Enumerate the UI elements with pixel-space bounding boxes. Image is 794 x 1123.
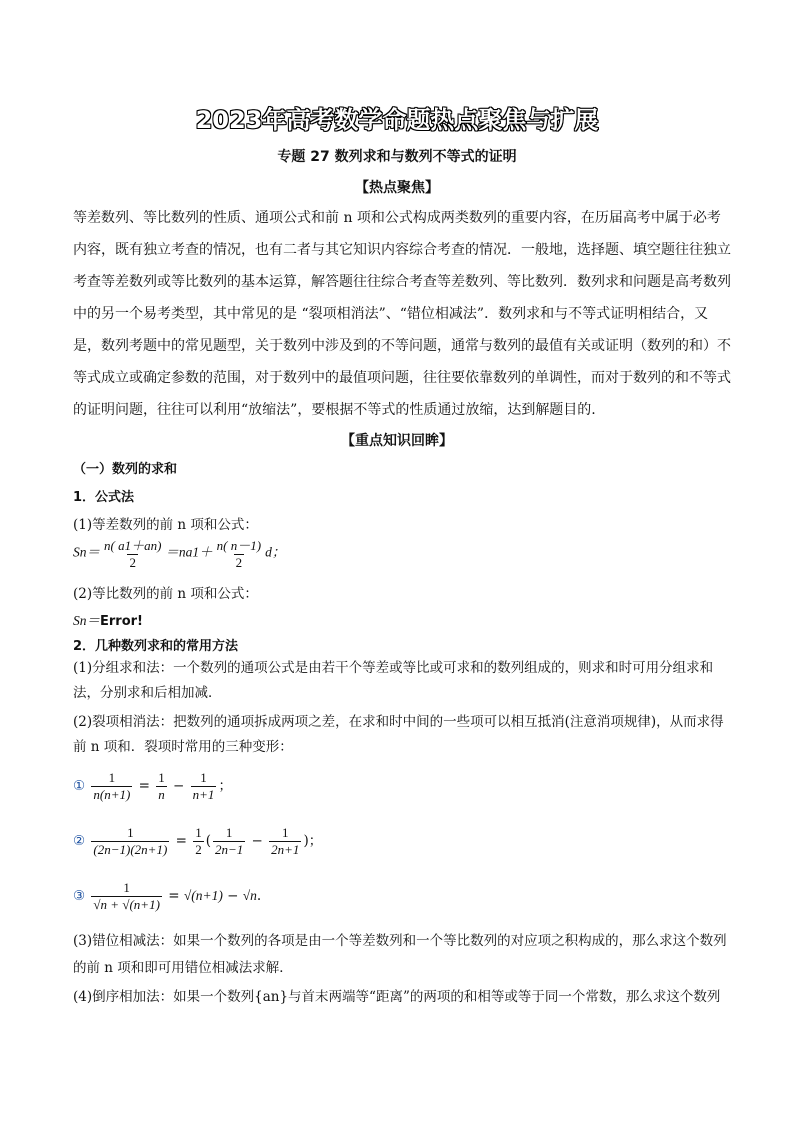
geom-sum-label: (2)等比数列的前 n 项和公式： — [73, 586, 258, 602]
method-reverse-addition: (4)倒序相加法：如果一个数列{an}与首末两端等“距离”的两项的和相等或等于同一个常数，那么求这个数列 — [73, 989, 721, 1005]
subtitle: 专题 27 数列求和与数列不等式的证明 — [277, 149, 517, 165]
main-title: 2023年高考数学命题热点聚焦与扩展 — [195, 106, 599, 134]
methods-heading: 2．几种数列求和的常用方法 — [73, 639, 239, 654]
arith-sum-formula: Sn＝ $\frac{n( a1+an)}{2}$ ＝na1＋ $\frac{n( n-1)}{2}$ d； — [73, 538, 286, 570]
method-telescoping: (2)裂项相消法：把数列的通项拆成两项之差，在求和时中间的一些项可以相互抵消(注意消项规律)，从而求得前 n 项和．裂项时常用的三种变形： — [73, 714, 724, 755]
formula-method-heading: 1．公式法 — [73, 490, 135, 505]
formula-telescoping-1: ① $\frac{1}{n(n+1)}$ = $\frac{1}{n}$ − $\frac{1}{n+1}$ ； — [73, 770, 232, 802]
hot-focus-heading: 【热点聚焦】 — [355, 180, 439, 196]
part1-heading: （一）数列的求和 — [73, 462, 178, 477]
formula-telescoping-3: ③ $\frac{1}{√n + √(n+1)}$ = √(n+1) − √n. — [73, 880, 262, 912]
review-heading: 【重点知识回眸】 — [341, 433, 453, 449]
method-misaligned-subtraction: (3)错位相减法：如果一个数列的各项是由一个等差数列和一个等比数列的对应项之积构成的，那么求这个数列的前 n 项和即可用错位相减法求解． — [73, 933, 727, 976]
intro-paragraph: 等差数列、等比数列的性质、通项公式和前 n 项和公式构成两类数列的重要内容，在历届高考中属于必考内容，既有独立考查的情况，也有二者与其它知识内容综合考查的情况．一般地，选择题、填空题往往独立考查等差数列或等比数列的基本运算，解答题往往综合考查等差数列、等比数列．数列求和问题是高考数列中的另一个易考类型，其中常见的是 “裂项相消法”、“错位相减法”．数列求和与不等式证明相结合，又是，数列考题中的常见题型，关于数列中涉及到的不等问题，通常与数列的最值有关或证明（数列的和）不等式成立或确定参数的范围，对于数列中的最值项问题，往往要依靠数列的单调性，而对于数列的和不等式的证明问题，往往可以利用“放缩法”，要根据不等式的性质通过放缩，达到解题目的. — [73, 210, 731, 418]
formula-telescoping-2: ② $\frac{1}{(2n-1)(2n+1)}$ = $\frac{1}{2}$ ( $\frac{1}{2n-1}$ − $\frac{1}{2n+1}$ )； — [73, 825, 323, 857]
method-grouping: (1)分组求和法：一个数列的通项公式是由若干个等差或等比或可求和的数列组成的，则求和时可用分组求和法，分别求和后相加减． — [73, 660, 714, 701]
geom-sum-formula: Sn＝Error! — [73, 613, 143, 629]
arith-sum-label: (1)等差数列的前 n 项和公式： — [73, 517, 258, 533]
